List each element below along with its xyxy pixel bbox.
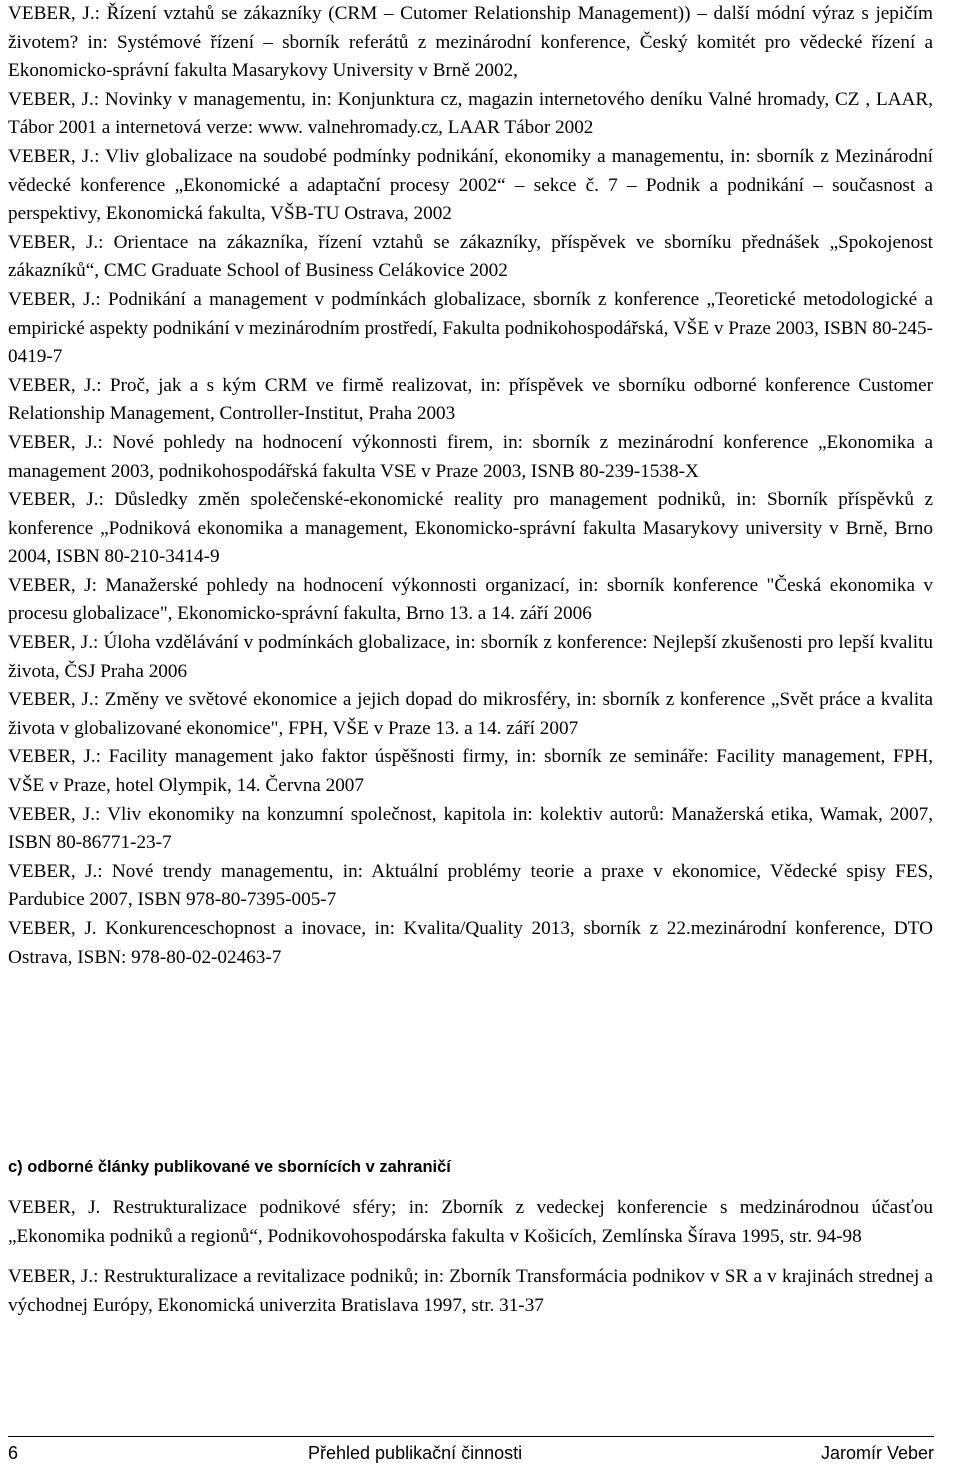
section-heading: c) odborné články publikované ve sbornících v zahraničí bbox=[8, 1158, 451, 1176]
list-item: VEBER, J.: Podnikání a management v podmínkách globalizace, sborník z konference „Teoretické metodologické a empirické aspekty podnikání v mezinárodním prostředí, Fakulta podnikohospodářská, VŠE v Praze 2003, ISBN 80-245-0419-7 bbox=[8, 288, 933, 368]
publication-list bbox=[8, 0, 933, 972]
list-item: VEBER, J.: Facility management jako faktor úspěšnosti firmy, in: sborník ze semináře: Facility management, FPH, VŠE v Praze, hotel Olympik, 14. Června 2007 bbox=[8, 746, 933, 797]
list-item: VEBER, J. Restrukturalizace podnikové sféry; in: Zborník z vedeckej konferencie s medzinárodnou účasťou „Ekonomika podniků a regionů“, Podnikovohospodárska fakulta v Košicích, Zemlínska Šírava 1995, str. 94-98 bbox=[8, 1197, 933, 1247]
list-item: VEBER, J.: Orientace na zákazníka, řízení vztahů se zákazníky, příspěvek ve sborníku přednášek „Spokojenost zákazníků“, CMC Graduate School of Business Celákovice 2002 bbox=[8, 231, 933, 282]
list-item: VEBER, J.: Vliv ekonomiky na konzumní společnost, kapitola in: kolektiv autorů: Manažerská etika, Wamak, 2007, ISBN 80-86771-23-7 bbox=[8, 803, 933, 854]
footer-divider bbox=[8, 1436, 934, 1437]
list-item: VEBER, J.: Úloha vzdělávání v podmínkách globalizace, in: sborník z konference: Nejlepší zkušenosti pro lepší kvalitu života, ČSJ Praha 2006 bbox=[8, 632, 933, 682]
footer-title: Přehled publikační činnosti bbox=[308, 1443, 523, 1463]
list-item: VEBER, J: Manažerské pohledy na hodnocení výkonnosti organizací, in: sborník konference "Česká ekonomika v procesu globalizace", Ekonomicko-správní fakulta, Brno 13. a 14. září 2006 bbox=[8, 574, 933, 625]
list-item: VEBER, J.: Důsledky změn společenské-ekonomické reality pro management podniků, in: Sborník příspěvků z konference „Podniková ekonomika a management, Ekonomicko-správní fakulta Masarykovy university v Brně, Brno 2004, ISBN 80-210-3414-9 bbox=[8, 489, 933, 568]
list-item: VEBER, J.: Nové pohledy na hodnocení výkonnosti firem, in: sborník z mezinárodní konference „Ekonomika a management 2003, podnikohospodářská fakulta VSE v Praze 2003, ISNB 80-239-1538-X bbox=[8, 431, 933, 482]
list-item: VEBER, J.: Restrukturalizace a revitalizace podniků; in: Zborník Transformácia podnikov v SR a v krajinách strednej a východnej Európy, Ekonomická univerzita Bratislava 1997, str. 31-37 bbox=[8, 1266, 933, 1316]
foreign-publication-list bbox=[8, 1194, 933, 1332]
list-item: VEBER, J.: Proč, jak a s kým CRM ve firmě realizovat, in: příspěvek ve sborníku odborné konference Customer Relationship Management, Controller-Institut, Praha 2003 bbox=[8, 374, 933, 425]
list-item: VEBER, J.: Řízení vztahů se zákazníky (CRM – Cutomer Relationship Management)) – další módní výraz s jepičím životem? in: Systémové řízení – sborník referátů z mezinárodní konference, Český komitét pro vědecké řízení a Ekonomicko-správní fakulta Masarykovy University v Brně 2002, bbox=[8, 3, 933, 82]
footer-author: Jaromír Veber bbox=[820, 1443, 934, 1463]
list-item: VEBER, J.: Změny ve světové ekonomice a jejich dopad do mikrosféry, in: sborník z konference „Svět práce a kvalita života v globalizované ekonomice", FPH, VŠE v Praze 13. a 14. září 2007 bbox=[8, 689, 933, 739]
list-item: VEBER, J. Konkurenceschopnost a inovace, in: Kvalita/Quality 2013, sborník z 22.mezinárodní konference, DTO Ostrava, ISBN: 978-80-02-02463-7 bbox=[8, 918, 933, 968]
list-item: VEBER, J.: Vliv globalizace na soudobé podmínky podnikání, ekonomiky a managementu, in: sborník z Mezinárodní vědecké konference „Ekonomické a adaptační procesy 2002“ – sekce č. 7 – Podnik a podnikání – současnost a perspektivy, Ekonomická fakulta, VŠB-TU Ostrava, 2002 bbox=[8, 145, 933, 225]
page-footer bbox=[8, 1440, 934, 1466]
page-number: 6 bbox=[8, 1443, 19, 1463]
list-item: VEBER, J.: Novinky v managementu, in: Konjunktura cz, magazin internetového deníku Valné hromady, CZ , LAAR, Tábor 2001 a internetová verze: www. valnehromady.cz, LAAR Tábor 2002 bbox=[8, 88, 933, 139]
list-item: VEBER, J.: Nové trendy managementu, in: Aktuální problémy teorie a praxe v ekonomice, Vědecké spisy FES, Pardubice 2007, ISBN 978-80-7395-005-7 bbox=[8, 860, 933, 911]
